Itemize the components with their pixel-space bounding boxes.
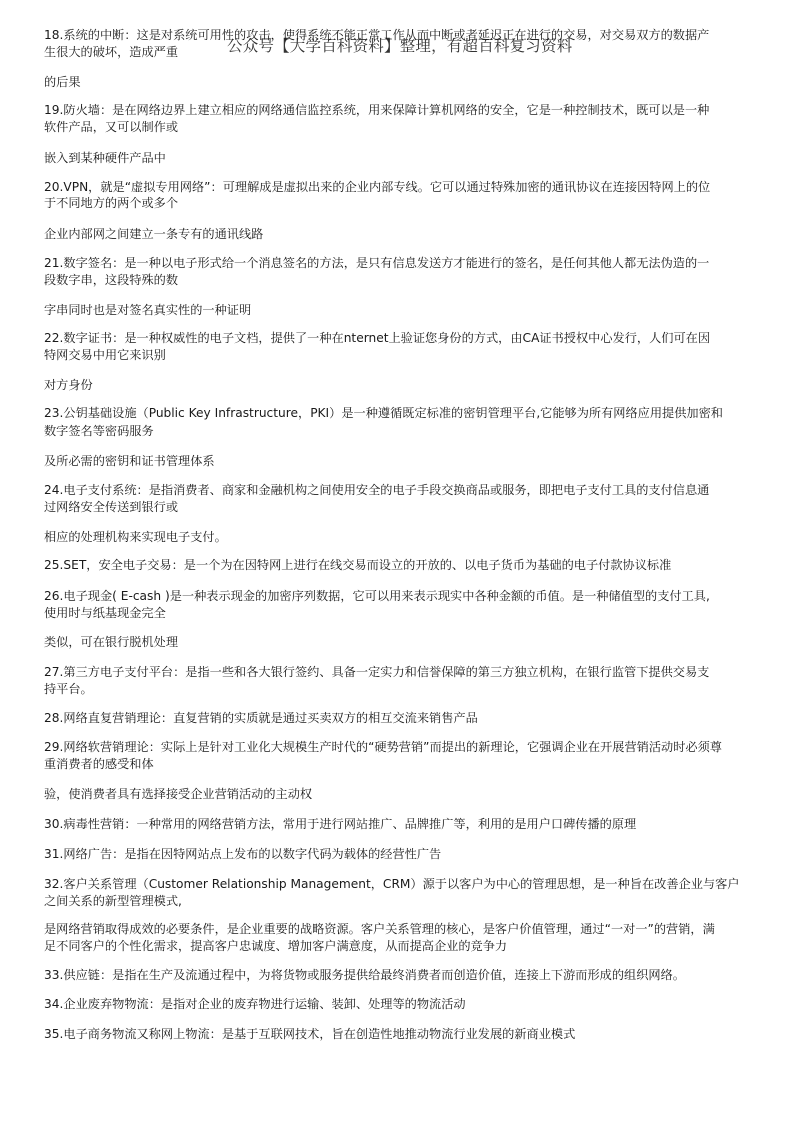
text-line: 于不同地方的两个或多个 bbox=[44, 196, 179, 210]
text-line: 重消费者的感受和体 bbox=[44, 757, 154, 771]
text-line: 是网络营销取得成效的必要条件，是企业重要的战略资源。客户关系管理的核心，是客户价值管理，通过“一对一”的营销，满 bbox=[44, 922, 715, 936]
text-line: 过网络安全传送到银行或 bbox=[44, 500, 179, 514]
text-line: 足不同客户的个性化需求，提高客户忠诚度、增加客户满意度，从而提高企业的竞争力 bbox=[44, 939, 508, 953]
watermark-text: 公众号【大学百科资料】整理，有超百科复习资料 bbox=[227, 37, 573, 55]
text-line: 相应的处理机构来实现电子支付。 bbox=[44, 530, 227, 544]
text-line: 18.系统的中断：这是对系统可用性的攻击，使得系统不能正常工作从而中断或者延迟正在进行的交易，对交易双方的数据产 bbox=[44, 28, 710, 42]
text-line: 30.病毒性营销：一种常用的网络营销方法，常用于进行网站推广、品牌推广等，利用的是用户口碑传播的原理 bbox=[44, 817, 637, 831]
text-line: 数字签名等密码服务 bbox=[44, 424, 154, 438]
text-line: 25.SET，安全电子交易：是一个为在因特网上进行在线交易而设立的开放的、以电子货币为基础的电子付款协议标准 bbox=[44, 558, 672, 572]
text-line: 29.网络软营销理论：实际上是针对工业化大规模生产时代的“硬势营销”而提出的新理论，它强调企业在开展营销活动时必须尊 bbox=[44, 740, 722, 754]
text-line: 21.数字签名：是一种以电子形式给一个消息签名的方法，是只有信息发送方才能进行的签名，是任何其他人都无法伪造的一 bbox=[44, 256, 710, 270]
text-line: 27.第三方电子支付平台：是指一些和各大银行签约、具备一定实力和信誉保障的第三方独立机构，在银行监管下提供交易支 bbox=[44, 665, 710, 679]
text-line: 26.电子现金( E-cash )是一种表示现金的加密序列数据，它可以用来表示现实中各种金额的币值。是一种储值型的支付工具, bbox=[44, 589, 710, 603]
text-line: 验，使消费者具有选择接受企业营销活动的主动权 bbox=[44, 787, 313, 801]
text-line: 22.数字证书：是一种权威性的电子文档，提供了一种在nternet上验证您身份的方式，由CA证书授权中心发行，人们可在因 bbox=[44, 331, 711, 345]
text-line: 20.VPN，就是“虚拟专用网络”：可理解成是虚拟出来的企业内部专线。它可以通过特殊加密的通讯协议在连接因特网上的位 bbox=[44, 180, 711, 194]
text-line: 持平台。 bbox=[44, 682, 93, 696]
text-line: 的后果 bbox=[44, 75, 81, 89]
text-line: 28.网络直复营销理论：直复营销的实质就是通过买卖双方的相互交流来销售产品 bbox=[44, 711, 478, 725]
text-line: 企业内部网之间建立一条专有的通讯线路 bbox=[44, 227, 264, 241]
text-line: 嵌入到某种硬件产品中 bbox=[44, 151, 166, 165]
text-line: 使用时与纸基现金完全 bbox=[44, 606, 166, 620]
text-line: 特网交易中用它来识别 bbox=[44, 348, 166, 362]
text-line: 32.客户关系管理（Customer Relationship Management，CRM）源于以客户为中心的管理思想，是一种旨在改善企业与客户 bbox=[44, 877, 740, 891]
text-line: 字串同时也是对签名真实性的一种证明 bbox=[44, 303, 252, 317]
text-line: 及所必需的密钥和证书管理体系 bbox=[44, 454, 215, 468]
text-line: 31.网络广告：是指在因特网站点上发布的以数字代码为载体的经营性广告 bbox=[44, 847, 442, 861]
text-line: 段数字串，这段特殊的数 bbox=[44, 273, 179, 287]
text-line: 24.电子支付系统：是指消费者、商家和金融机构之间使用安全的电子手段交换商品或服务，即把电子支付工具的支付信息通 bbox=[44, 483, 710, 497]
text-line: 软件产品，又可以制作或 bbox=[44, 120, 179, 134]
text-line: 23.公钥基础设施（Public Key Infrastructure，PKI）是一种遵循既定标准的密钥管理平台,它能够为所有网络应用提供加密和 bbox=[44, 406, 723, 420]
text-line: 19.防火墙：是在网络边界上建立相应的网络通信监控系统，用来保障计算机网络的安全，它是一种控制技术，既可以是一种 bbox=[44, 103, 710, 117]
text-line: 33.供应链：是指在生产及流通过程中，为将货物或服务提供给最终消费者而创造价值，连接上下游而形成的组织网络。 bbox=[44, 968, 685, 982]
text-line: 35.电子商务物流又称网上物流：是基于互联网技术，旨在创造性地推动物流行业发展的新商业模式 bbox=[44, 1027, 576, 1041]
text-line: 类似，可在银行脱机处理 bbox=[44, 635, 179, 649]
text-line: 对方身份 bbox=[44, 378, 93, 392]
text-line: 生很大的破坏，造成严重 bbox=[44, 45, 179, 59]
text-line: 34.企业废弃物物流：是指对企业的废弃物进行运输、装卸、处理等的物流活动 bbox=[44, 997, 466, 1011]
text-line: 之间关系的新型管理模式, bbox=[44, 894, 182, 908]
